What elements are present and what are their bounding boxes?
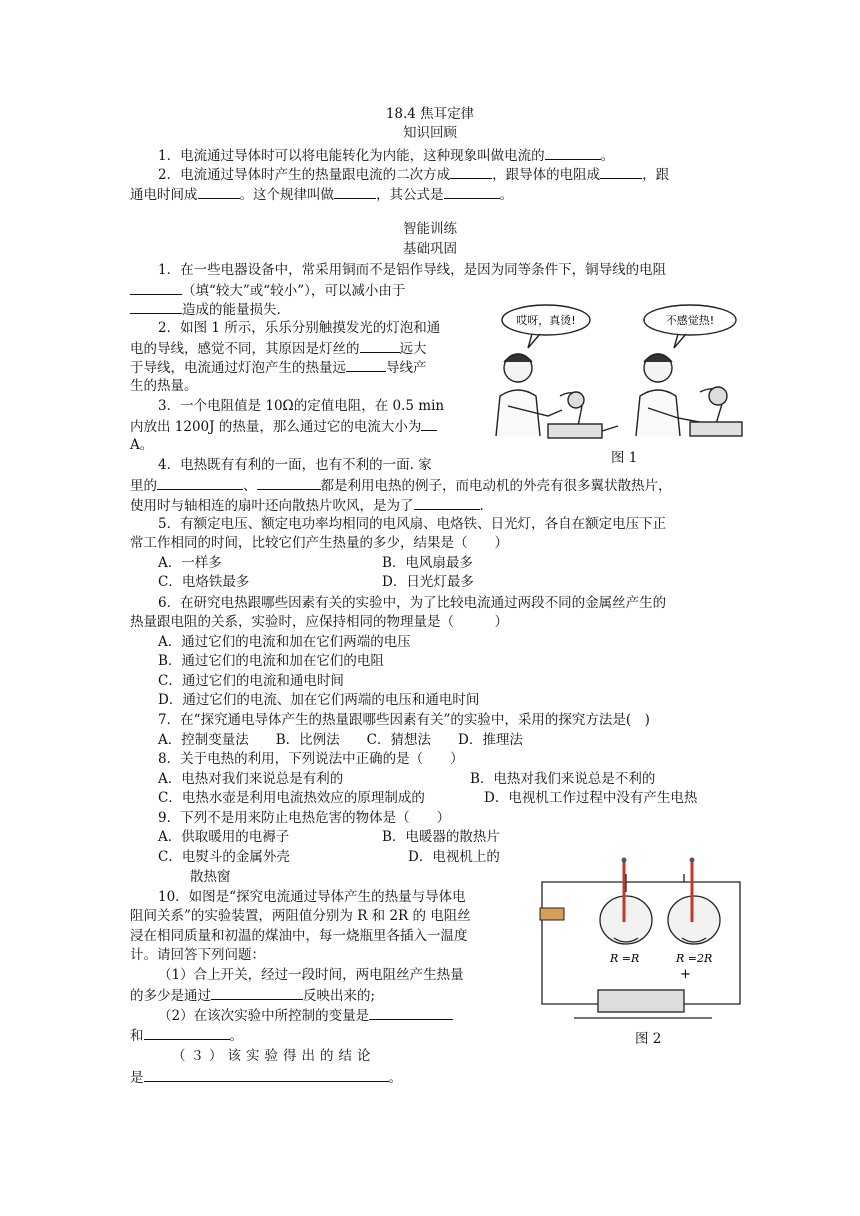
text: 。 [388,1070,402,1086]
q10-part3: （３）该实验得出的结论 [172,1048,376,1064]
q6-option-c[interactable]: C．通过它们的电流和通电时间 [158,673,344,689]
q4-line2 [130,475,672,496]
text: 1．电流通过导体时可以将电能转化为内能，这种现象叫做电流的 [158,148,545,164]
q2-line2 [130,338,427,359]
answer-blank[interactable] [444,184,500,199]
q3-line2 [130,416,437,437]
q6-option-a[interactable]: A．通过它们的电流和加在它们两端的电压 [158,634,411,650]
figure-2-circuit [534,856,750,1026]
q2-line1: 2．如图 1 所示，乐乐分别触摸发光的灯泡和通 [158,320,441,336]
label-resistor-right: R =2R [676,952,713,965]
q6-option-b[interactable]: B．通过它们的电流和加在它们的电阻 [158,653,384,669]
text: 、 [243,478,257,494]
flask-right [668,896,720,944]
section-heading-training: 智能训练 [403,221,457,237]
text: 导线产 [386,360,427,376]
bubble-left-text: 哎呀，真烫! [516,314,576,327]
text: 使用时与轴相连的扇叶还向散热片吹风，是为了 [130,498,414,514]
q9-line1: 9．下列不是用来防止电热危害的物体是（ ） [158,810,451,826]
answer-blank[interactable] [421,416,437,431]
answer-blank[interactable] [198,184,240,199]
text: 远大 [399,341,427,357]
answer-blank[interactable] [157,475,243,490]
answer-blank[interactable] [545,145,601,160]
q10-part2 [158,1005,453,1026]
q8-option-a[interactable]: A．电热对我们来说总是有利的 [158,771,344,787]
text: 里的 [130,478,157,494]
q10-line1: 10．如图是“探究电流通过导体产生的热量与导体电 [158,889,466,905]
review-question-1 [158,145,614,166]
answer-blank[interactable] [130,299,182,314]
plus-sign: + [680,967,691,982]
section-heading-review: 知识回顾 [403,125,457,141]
text: 2．电流通过导体时产生的热量跟电流的二次方成 [158,167,451,183]
q8-option-b[interactable]: B．电热对我们来说总是不利的 [470,771,656,787]
q10-part1-cont [130,985,375,1006]
q5-option-c[interactable]: C．电烙铁最多 [158,574,250,590]
q5-option-b[interactable]: B．电风扇最多 [382,555,473,571]
text: 。 [600,148,615,164]
q8-option-c[interactable]: C．电热水壶是利用电流热效应的原理制成的 [158,790,425,806]
bubble-right-text: 不感觉热! [665,314,715,327]
q9-option-a[interactable]: A．供取暖用的电褥子 [158,829,290,845]
text: 。 [229,1028,243,1044]
q9-option-c[interactable]: C．电熨斗的金属外壳 [158,849,290,865]
flask-left [600,896,652,944]
q4-line1: 4．电热既有有利的一面，也有不利的一面. 家 [158,457,432,473]
answer-blank[interactable] [144,1067,389,1082]
text: 都是利用电热的例子，而电动机的外壳有很多翼状散热片， [320,478,672,494]
q6-line1: 6．在研究电热跟哪些因素有关的实验中，为了比较电流通过两段不同的金属丝产生的 [158,595,667,611]
q3-line3: A。 [130,437,154,453]
answer-blank[interactable] [211,985,303,1000]
q7-line1: 7．在“探究通电导体产生的热量跟哪些因素有关”的实验中，采用的探究方法是( ) [158,712,650,728]
answer-blank[interactable] [334,184,376,199]
q5-option-a[interactable]: A．一样多 [158,555,222,571]
q1-line2 [130,280,405,301]
section-subheading: 基础巩固 [403,241,457,257]
q10-line4: 计。请回答下列问题： [130,947,265,963]
text: 。 [499,187,513,203]
text: ，其公式是 [376,187,444,203]
review-question-2 [158,164,669,185]
q5-option-d[interactable]: D．日光灯最多 [382,574,474,590]
text: 是 [130,1070,144,1086]
figure-2-caption: 图 2 [635,1031,662,1047]
answer-blank[interactable] [130,280,182,295]
text: 。这个规律叫做 [239,187,334,203]
text: 的多少是通过 [130,988,211,1004]
q2-line3 [130,357,427,378]
q10-part3-cont [130,1067,402,1088]
battery [598,990,684,1012]
q10-part1: （1）合上开关，经过一段时间，两电阻丝产生热量 [158,967,464,983]
q1-line3 [130,299,281,320]
q10-line3: 浸在相同质量和初温的煤油中，每一烧瓶里各插入一温度 [130,928,468,944]
q9-option-d[interactable]: D．电视机上的 [408,849,500,865]
label-resistor-left: R =R [610,952,640,965]
text: 电的导线，感觉不同，其原因是灯丝的 [130,341,360,357]
text: （填“较大”或“较小”），可以减小由于 [182,283,406,299]
q9-option-b[interactable]: B．电暖器的散热片 [382,829,500,845]
figure-1-illustration [478,296,750,442]
q4-line3 [130,495,484,516]
q1-line1: 1．在一些电器设备中，常采用铜而不是铝作导线，是因为同等条件下，铜导线的电阻 [158,262,667,278]
q7-options[interactable]: A．控制变量法 B．比例法 C．猜想法 D．推理法 [158,732,523,748]
text: 反映出来的; [303,988,376,1004]
text: . [479,498,484,514]
text: 内放出 1200J 的热量，那么通过它的电流大小为 [130,419,422,435]
q9-option-d-cont: 散热窗 [190,869,231,885]
answer-blank[interactable] [600,164,642,179]
answer-blank[interactable] [257,475,321,490]
q6-option-d[interactable]: D．通过它们的电流、加在它们两端的电压和通电时间 [158,692,480,708]
answer-blank[interactable] [369,1005,453,1020]
text: 通电时间成 [130,187,198,203]
text: ，跟导体的电阻成 [492,167,601,183]
q5-line2: 常工作相同的时间，比较它们产生热量的多少，结果是（ ） [130,535,508,551]
q8-line1: 8．关于电热的利用，下列说法中正确的是（ ） [158,751,464,767]
answer-blank[interactable] [346,357,386,372]
page-title: 18.4 焦耳定律 [385,106,475,122]
q2-line4: 生的热量。 [130,378,198,394]
review-question-2-cont [130,184,513,205]
switch [540,908,564,920]
answer-blank[interactable] [450,164,492,179]
answer-blank[interactable] [414,495,480,510]
answer-blank[interactable] [360,338,400,353]
figure-1-caption: 图 1 [611,450,638,466]
text: ，跟 [642,167,670,183]
q8-option-d[interactable]: D．电视机工作过程中没有产生电热 [484,790,698,806]
q3-line1: 3．一个电阻值是 10Ω的定值电阻，在 0.5 min [158,398,445,414]
text: 造成的能量损失. [182,302,281,318]
q10-part2-cont [130,1025,243,1046]
text: （2）在该次实验中所控制的变量是 [158,1008,370,1024]
q6-line2: 热量跟电阻的关系，实验时，应保持相同的物理量是（ ） [130,614,508,630]
q10-line2: 阻间关系”的实验装置，两阻值分别为 R 和 2R 的 电阻丝 [130,908,471,924]
text: 和 [130,1028,144,1044]
q5-line1: 5．有额定电压、额定电功率均相同的电风扇、电烙铁、日光灯，各自在额定电压下正 [158,516,667,532]
text: 于导线，电流通过灯泡产生的热量远 [130,360,346,376]
answer-blank[interactable] [144,1025,230,1040]
